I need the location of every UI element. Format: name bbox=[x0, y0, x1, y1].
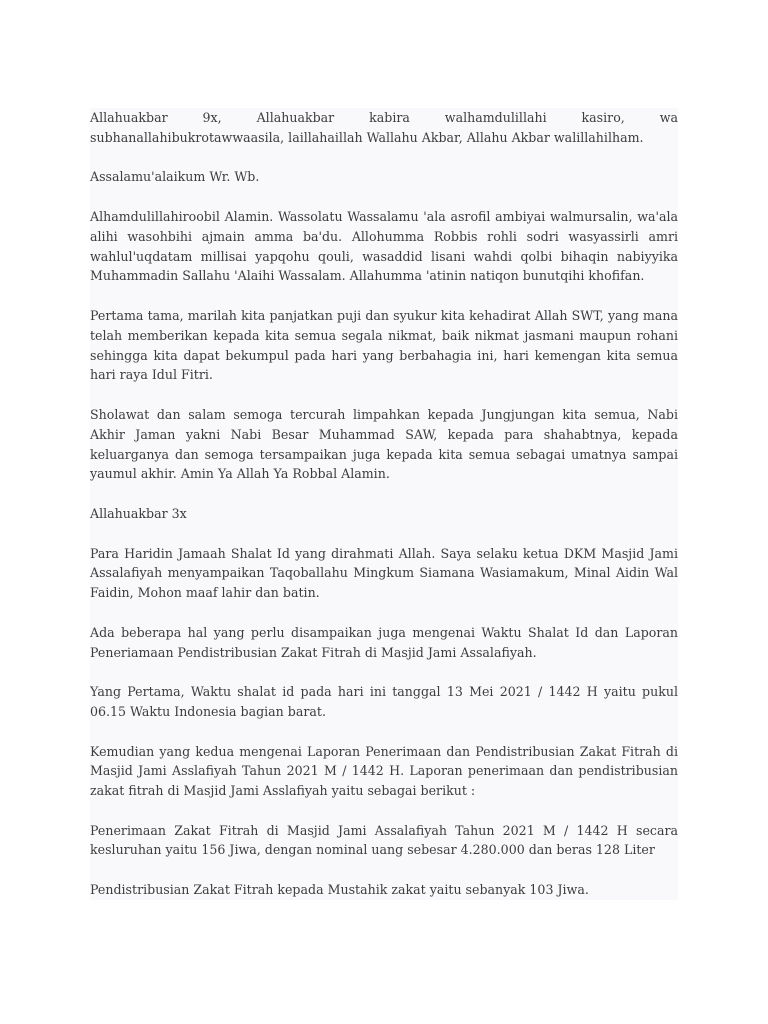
paragraph-sambutan: Para Haridin Jamaah Shalat Id yang dirahmati Allah. Saya selaku ketua DKM Masjid Jami Assalafiyah menyampaikan Taqoballahu Mingkum Siamana Wasiamakum, Minal Aidin Wal Faidin, Mohon maaf lahir dan batin. bbox=[90, 545, 678, 601]
paragraph-takbir-3x: Allahuakbar 3x bbox=[90, 505, 187, 521]
paragraph-sholawat: Sholawat dan salam semoga tercurah limpahkan kepada Jungjungan kita semua, Nabi Akhir Jaman yakni Nabi Besar Muhammad SAW, kepada para shahabtnya, kepada keluarganya dan semoga tersampaikan juga kepada kita semua sebagai umatnya sampai yaumul akhir. Amin Ya Allah Ya Robbal Alamin. bbox=[90, 406, 678, 482]
paragraph-waktu-shalat: Yang Pertama, Waktu shalat id pada hari ini tanggal 13 Mei 2021 / 1442 H yaitu pukul 06.15 Waktu Indonesia bagian barat. bbox=[90, 684, 678, 719]
paragraph-hamdalah: Alhamdulillahiroobil Alamin. Wassolatu Wassalamu 'ala asrofil ambiyai walmursalin, wa'ala alihi wasohbihi ajmain amma ba'du. Allohumma Robbis rohli sodri wasyassirli amri wahlul'uqdatam millisai yapqohu qouli, wasaddid lisani wahdi qolbi bihaqin nabiyyika Muhammadin Sallahu 'Alaihi Wassalam. Allahumma 'atinin natiqon bunutqihi khofifan. bbox=[90, 208, 678, 284]
paragraph-syukur: Pertama tama, marilah kita panjatkan puji dan syukur kita kehadirat Allah SWT, yang mana telah memberikan kepada kita semua segala nikmat, baik nikmat jasmani maupun rohani sehingga kita dapat bekumpul pada hari yang berbahagia ini, hari kemengan kita semua hari raya Idul Fitri. bbox=[90, 307, 678, 383]
paragraph-laporan: Kemudian yang kedua mengenai Laporan Penerimaan dan Pendistribusian Zakat Fitrah di Masjid Jami Asslafiyah Tahun 2021 M / 1442 H. Laporan penerimaan dan pendistribusian zakat fitrah di Masjid Jami Asslafiyah yaitu sebagai berikut : bbox=[90, 743, 678, 799]
paragraph-takbir: Allahuakbar 9x, Allahuakbar kabira walhamdulillahi kasiro, wa subhanallahibukrotawwaasila, laillahaillah Wallahu Akbar, Allahu Akbar walillahilham. bbox=[90, 110, 678, 145]
paragraph-pengumuman: Ada beberapa hal yang perlu disampaikan juga mengenai Waktu Shalat Id dan Laporan Peneriamaan Pendistribusian Zakat Fitrah di Masjid Jami Assalafiyah. bbox=[90, 624, 678, 660]
document-page bbox=[90, 108, 678, 900]
paragraph-penerimaan: Penerimaan Zakat Fitrah di Masjid Jami Assalafiyah Tahun 2021 M / 1442 H secara kesluruhan yaitu 156 Jiwa, dengan nominal uang sebesar 4.280.000 dan beras 128 Liter bbox=[90, 822, 678, 858]
paragraph-salam: Assalamu'alaikum Wr. Wb. bbox=[90, 169, 260, 185]
paragraph-pendistribusian: Pendistribusian Zakat Fitrah kepada Mustahik zakat yaitu sebanyak 103 Jiwa. bbox=[90, 882, 589, 898]
